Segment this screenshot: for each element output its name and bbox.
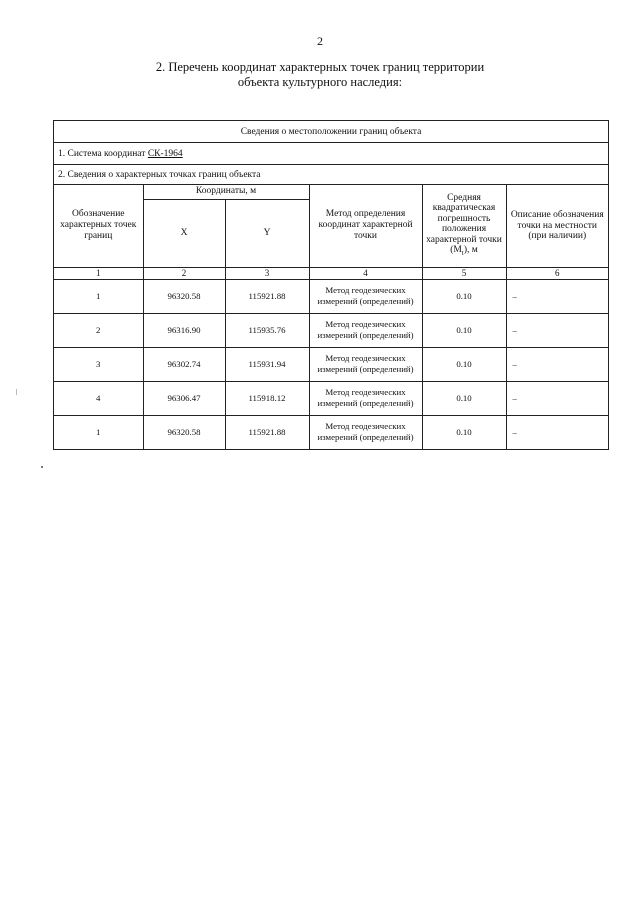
table-row xyxy=(54,313,608,347)
title-line-2: объекта культурного наследия: xyxy=(237,75,403,89)
points-section-header: 2. Сведения о характерных точках границ объекта xyxy=(54,165,608,185)
coord-system-row xyxy=(54,143,608,165)
coord-x: 96320.58 xyxy=(143,415,225,449)
error-value: 0.10 xyxy=(422,381,506,415)
col-designation-header: Обозначение характерных точек границ xyxy=(54,185,143,267)
error-value: 0.10 xyxy=(422,313,506,347)
coord-y: 115931.94 xyxy=(225,347,309,381)
description: – xyxy=(506,313,608,347)
col-error-header: Средняя квадратическая погрешность положения характерной точки $(M_t)$, м xyxy=(422,185,506,267)
col-x-header: X xyxy=(143,199,225,267)
col-y-header: Y xyxy=(225,199,309,267)
section-header: Сведения о местоположении границ объекта xyxy=(54,121,608,143)
table-row xyxy=(54,415,608,449)
method: Метод геодезических измерений (определений) xyxy=(309,381,422,415)
col-method-header: Метод определения координат характерной точки xyxy=(309,185,422,267)
table-row xyxy=(54,381,608,415)
point-id: 4 xyxy=(54,381,143,415)
coord-x: 96320.58 xyxy=(143,279,225,313)
scan-edge-mark xyxy=(16,389,17,395)
point-id: 1 xyxy=(54,415,143,449)
boundary-table xyxy=(53,120,609,450)
points-grid xyxy=(54,185,608,449)
point-id: 2 xyxy=(54,313,143,347)
coord-x: 96306.47 xyxy=(143,381,225,415)
error-value: 0.10 xyxy=(422,279,506,313)
error-value: 0.10 xyxy=(422,415,506,449)
column-number-row xyxy=(54,267,608,279)
coord-y: 115921.88 xyxy=(225,279,309,313)
title-line-1: 2. Перечень координат характерных точек границ территории xyxy=(155,60,485,74)
column-number: 3 xyxy=(225,267,309,279)
method: Метод геодезических измерений (определений) xyxy=(309,415,422,449)
coord-x: 96302.74 xyxy=(143,347,225,381)
table-row xyxy=(54,347,608,381)
coord-x: 96316.90 xyxy=(143,313,225,347)
point-id: 3 xyxy=(54,347,143,381)
scan-speck xyxy=(41,466,43,468)
description: – xyxy=(506,381,608,415)
description: – xyxy=(506,279,608,313)
point-id: 1 xyxy=(54,279,143,313)
table-row xyxy=(54,279,608,313)
description: – xyxy=(506,415,608,449)
method: Метод геодезических измерений (определений) xyxy=(309,279,422,313)
page-number: 2 xyxy=(317,34,323,48)
column-number: 2 xyxy=(143,267,225,279)
document-title xyxy=(60,60,580,90)
column-number: 1 xyxy=(54,267,143,279)
column-number: 4 xyxy=(309,267,422,279)
error-value: 0.10 xyxy=(422,347,506,381)
column-number: 5 xyxy=(422,267,506,279)
coord-y: 115935.76 xyxy=(225,313,309,347)
coord-system-label: 1. Система координат xyxy=(58,149,146,159)
coord-y: 115921.88 xyxy=(225,415,309,449)
col-coordinates-header: Координаты, м xyxy=(143,185,309,199)
coord-system-value: СК-1964 xyxy=(147,149,183,159)
coord-y: 115918.12 xyxy=(225,381,309,415)
method: Метод геодезических измерений (определений) xyxy=(309,347,422,381)
col-description-header: Описание обозначения точки на местности (при наличии) xyxy=(506,185,608,267)
description: – xyxy=(506,347,608,381)
method: Метод геодезических измерений (определений) xyxy=(309,313,422,347)
column-number: 6 xyxy=(506,267,608,279)
